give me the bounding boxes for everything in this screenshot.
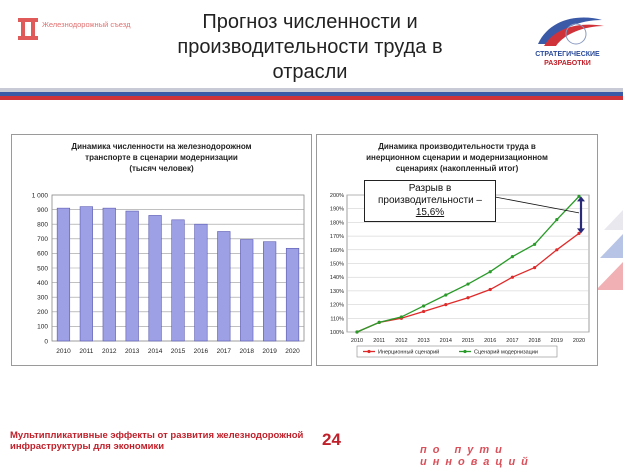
y-tick-label: 130% — [329, 288, 344, 295]
y-tick-label: 100% — [329, 330, 344, 336]
y-tick-label: 700 — [37, 236, 48, 244]
strategic-development-logo — [520, 10, 615, 80]
x-tick-label: 2019 — [550, 338, 563, 344]
bar — [195, 224, 208, 341]
headcount-chart-panel — [11, 134, 312, 366]
bar — [240, 240, 253, 341]
footer-caption-line-2: инфраструктуры для экономики — [10, 441, 165, 452]
page-title — [110, 10, 510, 85]
data-point — [489, 288, 492, 291]
x-tick-label: 2013 — [417, 338, 430, 344]
data-point — [355, 330, 358, 333]
y-tick-label: 110% — [330, 316, 344, 323]
callout-line-2: производительности – — [377, 195, 482, 206]
data-point — [378, 321, 381, 324]
stripe-red — [0, 96, 623, 100]
data-point — [555, 248, 558, 251]
x-tick-label: 2016 — [484, 338, 497, 344]
gap-callout — [364, 180, 496, 222]
y-tick-label: 200 — [37, 309, 48, 317]
bar — [103, 208, 116, 341]
y-tick-label: 600 — [37, 250, 48, 258]
page-number: 24 — [322, 430, 341, 449]
headcount-bar-chart — [12, 135, 311, 365]
title-line-1: Прогноз численности и — [202, 11, 418, 33]
bar — [80, 207, 93, 341]
data-point — [533, 266, 536, 269]
x-tick-label: 2010 — [350, 338, 364, 344]
title-line-2: производительности труда в — [177, 36, 443, 58]
y-tick-label: 800 — [37, 221, 48, 229]
x-tick-label: 2010 — [56, 348, 71, 355]
bar — [286, 248, 299, 341]
x-tick-label: 2014 — [439, 338, 452, 344]
x-tick-label: 2011 — [373, 338, 386, 344]
data-point — [511, 255, 514, 258]
bar — [263, 242, 276, 341]
y-tick-label: 200% — [329, 193, 344, 199]
tagline: по пути инноваций — [420, 444, 534, 468]
bar — [149, 215, 162, 341]
bar — [126, 211, 139, 341]
data-point — [422, 304, 425, 307]
productivity-chart-panel — [316, 134, 598, 366]
x-tick-label: 2012 — [102, 348, 117, 355]
header-stripes — [0, 88, 623, 100]
y-tick-label: 140% — [329, 275, 344, 282]
bar — [57, 208, 70, 341]
y-tick-label: 160% — [329, 247, 344, 254]
data-point — [400, 315, 403, 318]
y-tick-label: 300 — [37, 294, 48, 302]
x-tick-label: 2018 — [239, 348, 254, 355]
flag-decoration — [596, 200, 623, 290]
y-tick-label: 120% — [329, 302, 344, 309]
y-tick-label: 900 — [37, 206, 48, 214]
data-point — [444, 303, 447, 306]
x-tick-label: 2014 — [147, 348, 163, 355]
data-point — [444, 293, 447, 296]
railway-logo-icon — [18, 18, 38, 40]
x-tick-label: 2011 — [79, 348, 94, 355]
headcount-title-line-2: транспорте в сценарии модернизации — [85, 153, 238, 162]
x-tick-label: 2013 — [124, 348, 140, 355]
x-tick-label: 2020 — [285, 348, 300, 355]
callout-line-1: Разрыв в — [408, 183, 452, 194]
bar — [218, 232, 231, 342]
productivity-title-line-2: инерционном сценарии и модернизационном — [366, 153, 548, 162]
footer-caption-line-1: Мультипликативные эффекты от развития железнодорожной — [10, 430, 304, 441]
data-point — [466, 296, 469, 299]
y-tick-label: 100 — [37, 323, 48, 331]
data-point — [466, 282, 469, 285]
logo-right-line-1: СТРАТЕГИЧЕСКИЕ — [535, 51, 600, 58]
productivity-title-line-3: сценариях (накопленный итог) — [395, 164, 519, 173]
x-tick-label: 2015 — [461, 338, 475, 344]
data-point — [422, 310, 425, 313]
x-tick-label: 2012 — [395, 338, 408, 344]
y-tick-label: 150% — [329, 261, 344, 268]
y-tick-label: 500 — [37, 265, 48, 273]
legend-marker — [463, 350, 466, 353]
productivity-title-line-1: Динамика производительности труда в — [378, 142, 536, 151]
legend-marker — [367, 350, 370, 353]
bar — [172, 220, 185, 341]
y-tick-label: 400 — [37, 279, 48, 287]
y-tick-label: 1 000 — [31, 192, 48, 200]
headcount-title-line-1: Динамика численности на железнодорожном — [71, 142, 252, 151]
title-line-3: отрасли — [272, 61, 348, 83]
x-tick-label: 2017 — [506, 338, 519, 344]
data-point — [533, 243, 536, 246]
data-point — [555, 218, 558, 221]
data-point — [489, 270, 492, 273]
legend-label: Сценарий модернизации — [474, 349, 538, 356]
logo-right-text — [520, 50, 615, 68]
x-tick-label: 2019 — [262, 348, 277, 355]
productivity-line-chart — [317, 135, 597, 365]
x-tick-label: 2020 — [572, 338, 586, 344]
callout-value: 15,6% — [415, 207, 445, 218]
legend-label: Инерционный сценарий — [378, 349, 440, 356]
logo-text: Железнодорожный съезд — [42, 20, 131, 29]
logo-right-line-2: РАЗРАБОТКИ — [544, 60, 591, 67]
footer-caption — [10, 430, 330, 452]
x-tick-label: 2018 — [528, 338, 541, 344]
x-tick-label: 2016 — [193, 348, 209, 355]
x-tick-label: 2015 — [170, 348, 186, 355]
y-tick-label: 0 — [44, 338, 48, 346]
y-tick-label: 180% — [329, 220, 344, 227]
y-tick-label: 190% — [329, 206, 344, 213]
swoosh-logo-icon — [520, 10, 615, 50]
x-tick-label: 2017 — [216, 348, 232, 355]
data-point — [511, 276, 514, 279]
headcount-title-line-3: (тысяч человек) — [129, 164, 194, 173]
y-tick-label: 170% — [329, 234, 344, 241]
